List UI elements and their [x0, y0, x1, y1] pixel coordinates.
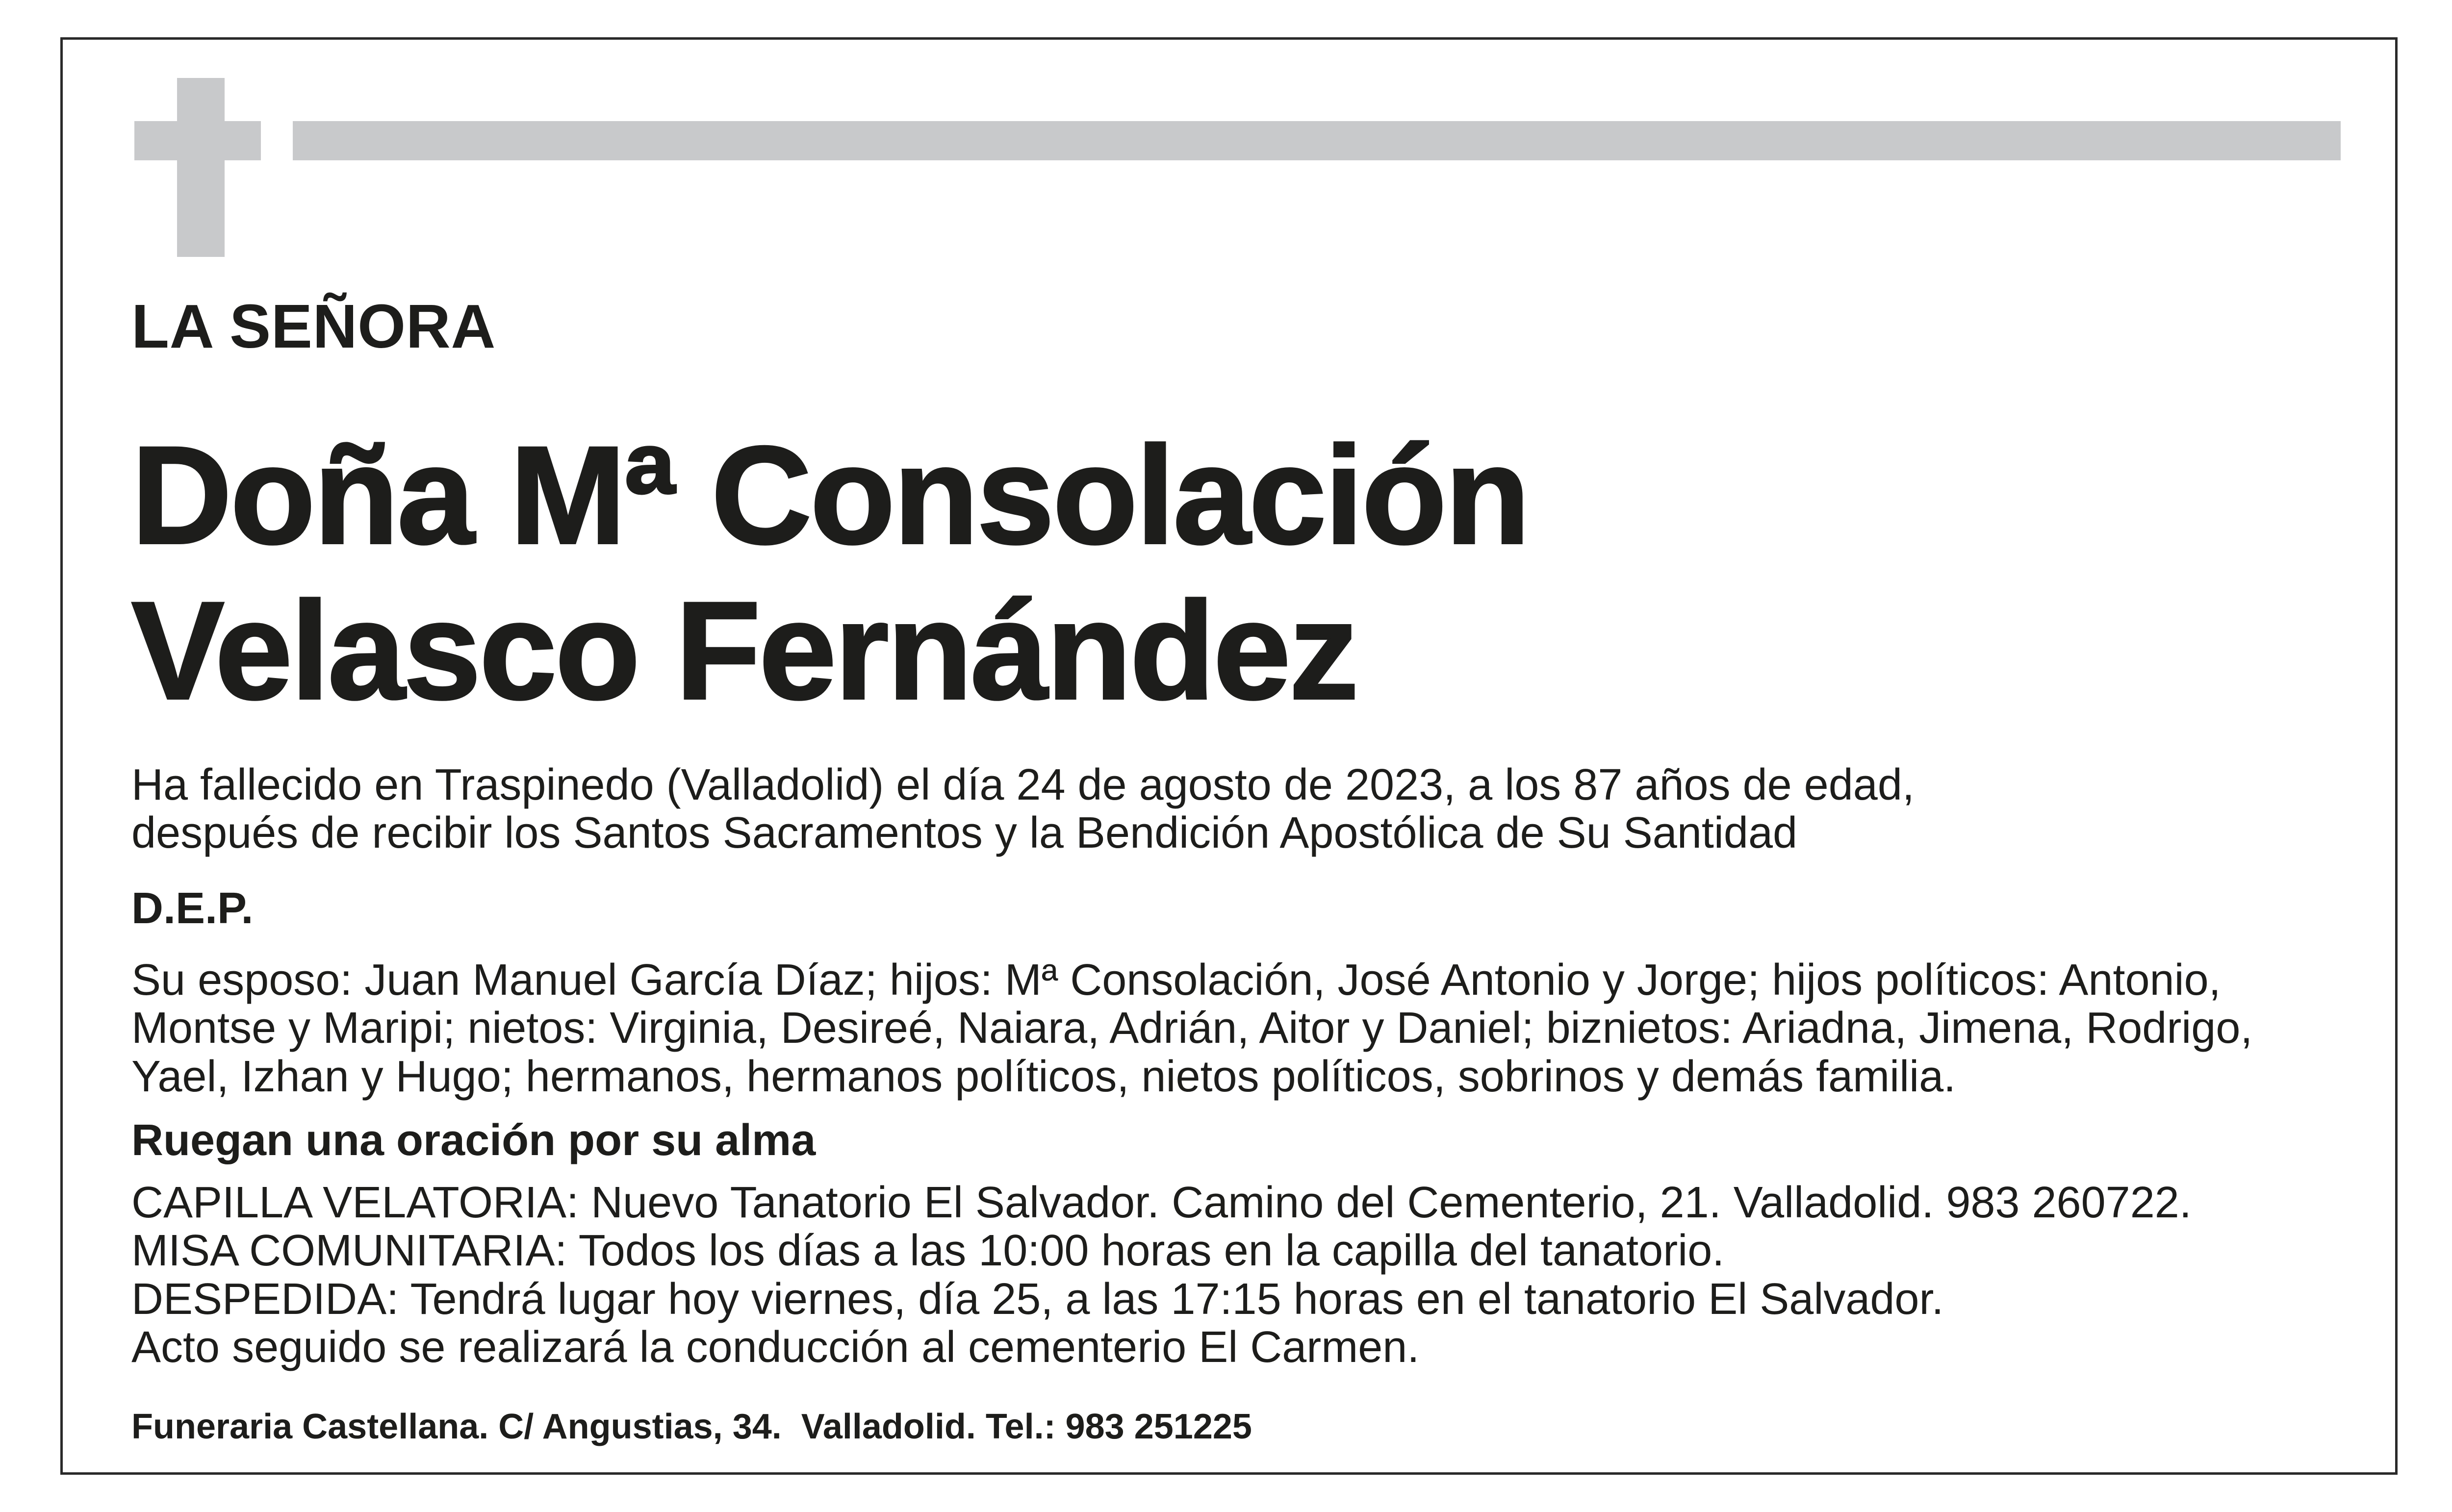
rip-label: D.E.P. — [131, 884, 254, 933]
deceased-name-line-1: Doña Mª Consolación — [131, 418, 1529, 573]
cross-vertical-bar — [177, 78, 225, 257]
funeral-home-info: Funeraria Castellana. C/ Angustias, 34. Valladolid. Tel.: 983 251225 — [131, 1407, 1252, 1446]
family-line-2: Montse y Maripi; nietos: Virginia, Desireé, Naiara, Adrián, Aitor y Daniel; biznietos: Ariadna, Jimena, Rodrigo, — [131, 1004, 2253, 1053]
announcement-line-2: después de recibir los Santos Sacramentos y la Bendición Apostólica de Su Santidad — [131, 808, 1798, 857]
header-rule — [293, 121, 2341, 160]
cross-horizontal-bar — [134, 121, 261, 160]
title-prefix: LA SEÑORA — [131, 292, 496, 361]
deceased-name-line-2: Velasco Fernández — [131, 573, 1357, 729]
service-farewell: DESPEDIDA: Tendrá lugar hoy viernes, día 25, a las 17:15 horas en el tanatorio El Salvador. — [131, 1275, 1944, 1324]
prayer-request: Ruegan una oración por su alma — [131, 1116, 816, 1165]
family-line-3: Yael, Izhan y Hugo; hermanos, hermanos políticos, nietos políticos, sobrinos y demás familia. — [131, 1052, 1956, 1101]
service-burial: Acto seguido se realizará la conducción al cementerio El Carmen. — [131, 1323, 1420, 1372]
announcement-line-1: Ha fallecido en Traspinedo (Valladolid) el día 24 de agosto de 2023, a los 87 años de edad, — [131, 760, 1915, 809]
family-line-1: Su esposo: Juan Manuel García Díaz; hijos: Mª Consolación, José Antonio y Jorge; hijos políticos: Antonio, — [131, 956, 2221, 1005]
service-chapel: CAPILLA VELATORIA: Nuevo Tanatorio El Salvador. Camino del Cementerio, 21. Valladolid. 983 260722. — [131, 1178, 2192, 1227]
service-mass: MISA COMUNITARIA: Todos los días a las 10:00 horas en la capilla del tanatorio. — [131, 1226, 1725, 1275]
